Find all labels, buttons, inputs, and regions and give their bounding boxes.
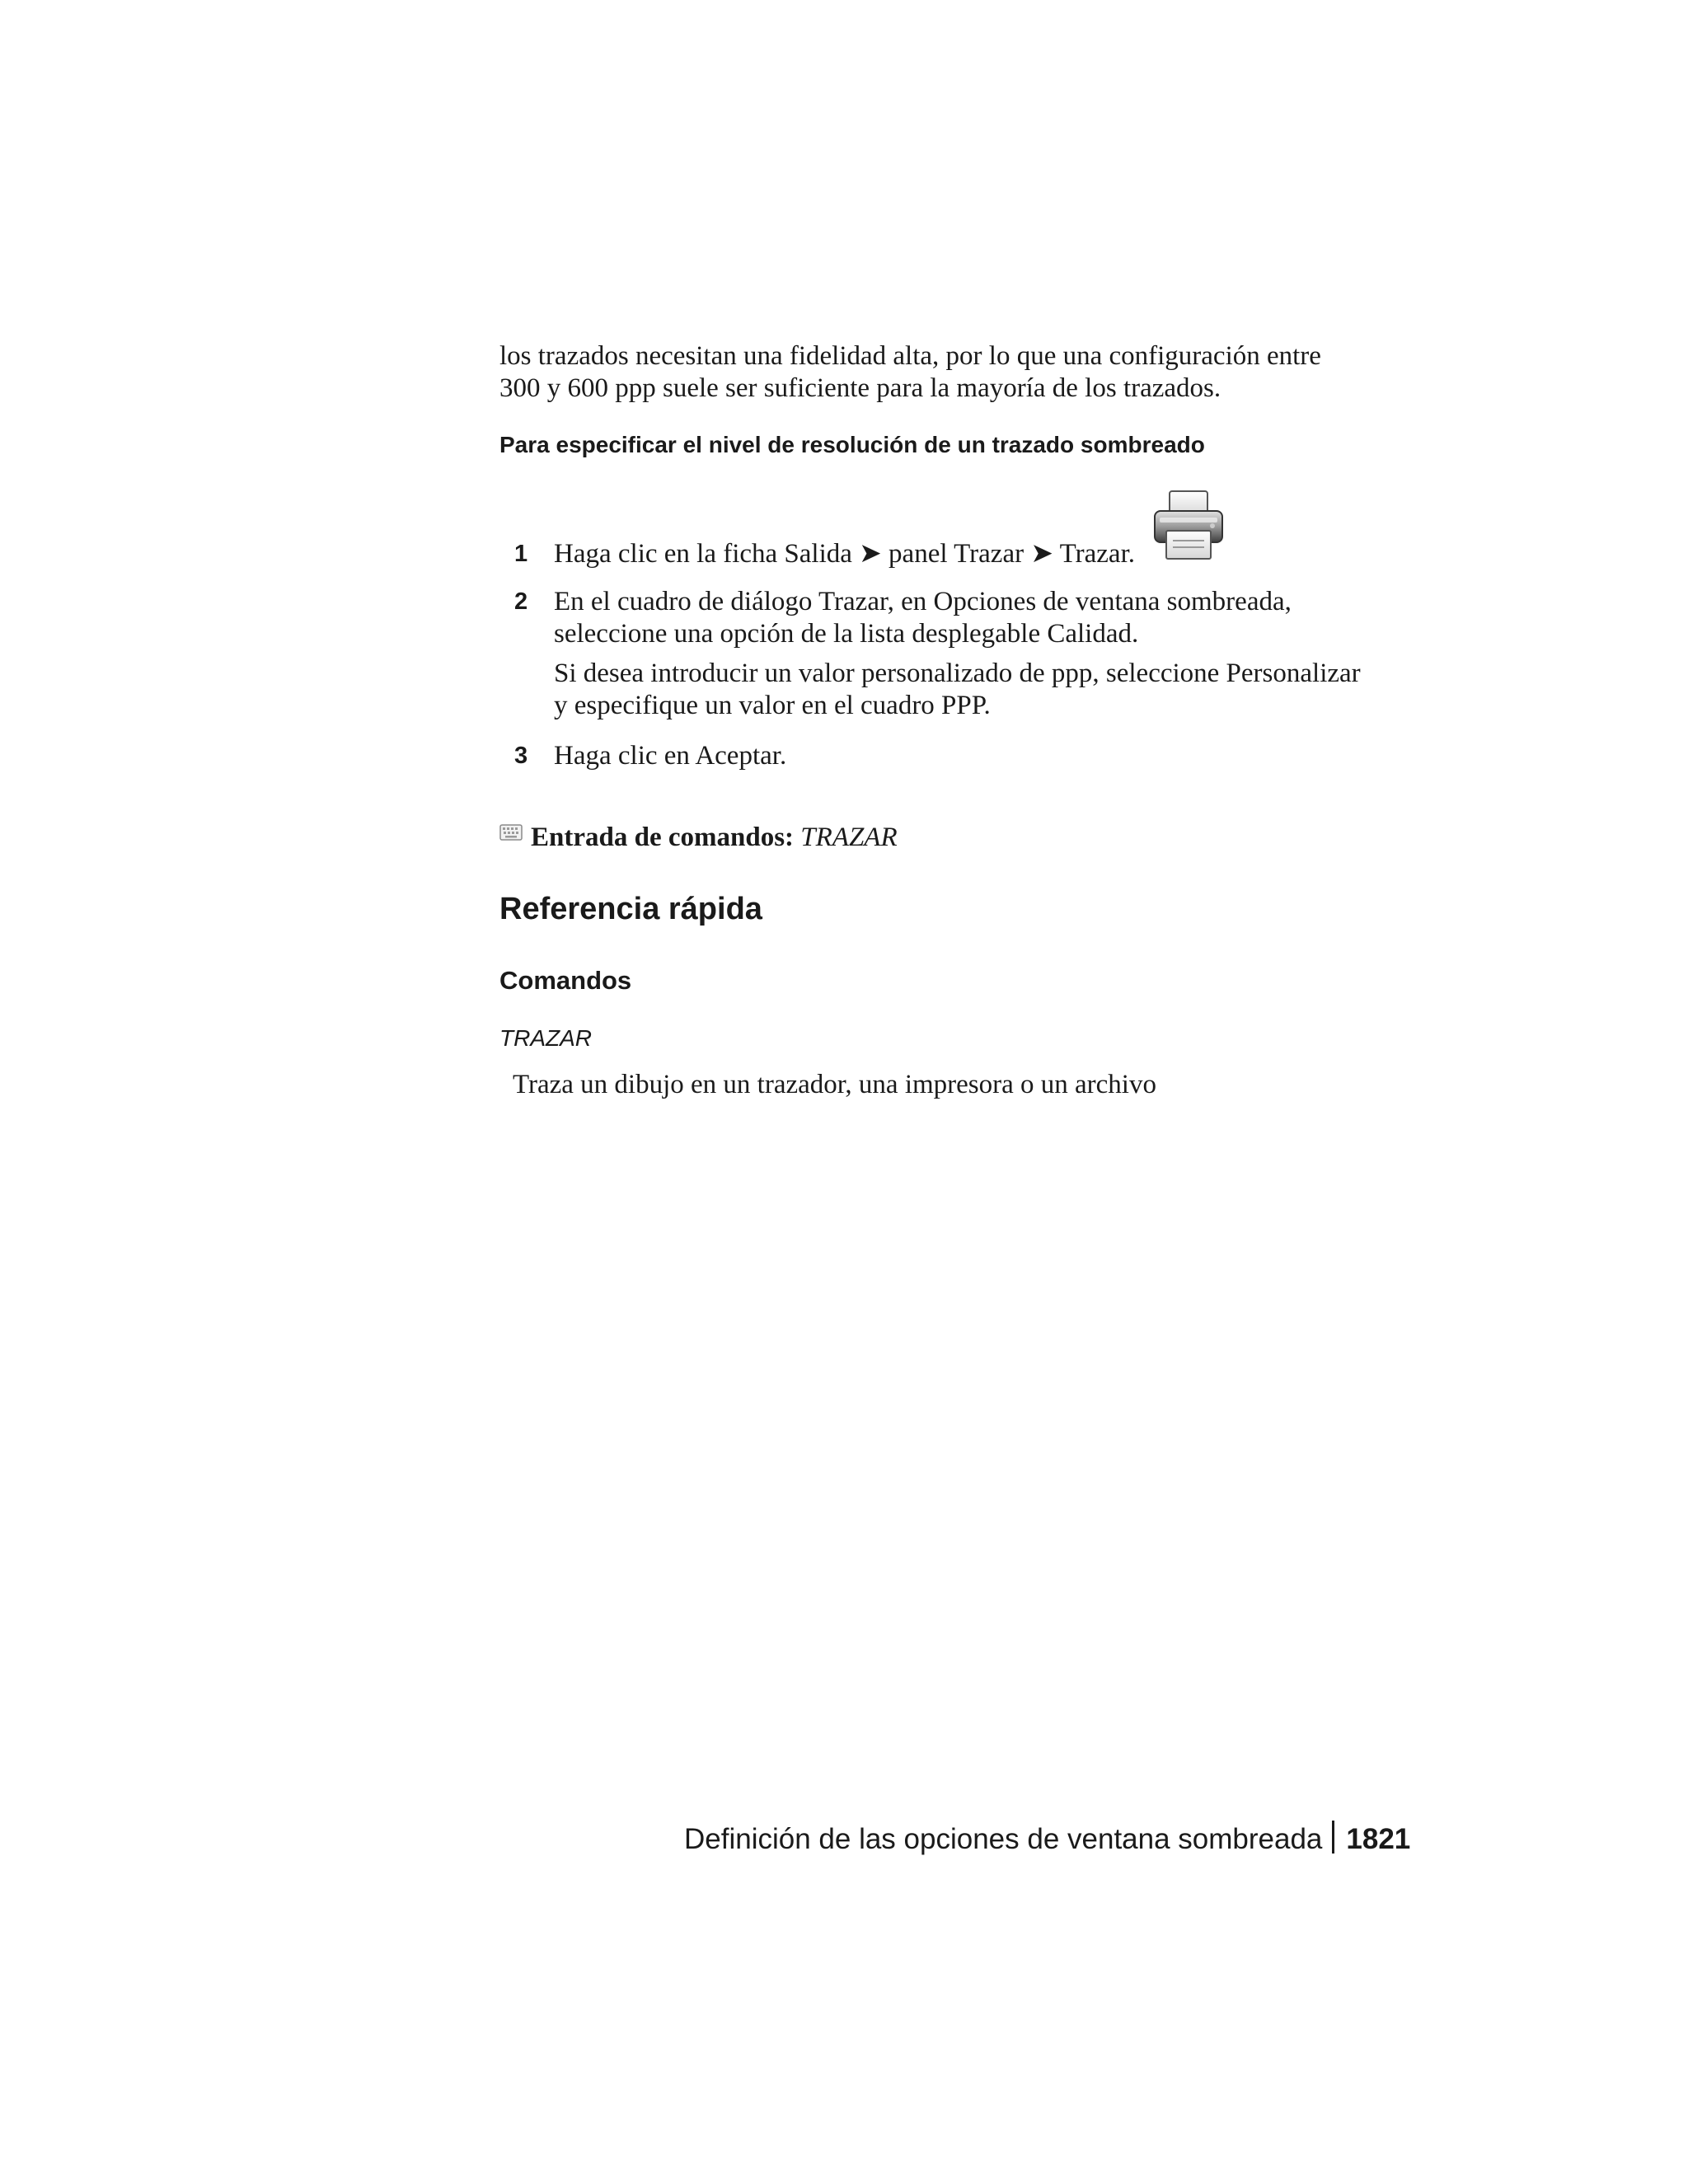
section-title: Referencia rápida [499,892,762,926]
command-entry-value: TRAZAR [800,823,898,852]
step-line: seleccione una opción de la lista desplegable Calidad. [554,619,1139,649]
subsection-title: Comandos [499,966,632,995]
step-note [554,658,1386,722]
intro-line-2: 300 y 600 ppp suele ser suficiente para la mayoría de los trazados. [499,373,1221,403]
intro-paragraph [499,340,1373,405]
step-note-line: Si desea introducir un valor personalizado de ppp, seleccione Personalizar [554,658,1361,688]
procedure-heading: Para especificar el nivel de resolución de un trazado sombreado [499,432,1205,457]
command-entry [499,816,898,854]
step-note-line: y especifique un valor en el cuadro PPP. [554,691,991,720]
step-line: En el cuadro de diálogo Trazar, en Opciones de ventana sombreada, [554,587,1292,616]
step-text: Haga clic en Aceptar. [554,741,787,771]
command-description: Traza un dibujo en un trazador, una impresora o un archivo [513,1070,1156,1099]
step-number: 3 [514,743,528,769]
footer-section-title: Definición de las opciones de ventana sombreada [684,1823,1323,1855]
page-footer [684,1821,1411,1856]
printer-icon[interactable] [1151,488,1226,562]
page-number: 1821 [1346,1823,1411,1855]
step-text: Haga clic en la ficha Salida ➤ panel Trazar ➤ Trazar. [554,539,1135,569]
keyboard-icon [499,816,523,849]
step-number: 1 [514,541,528,567]
command-entry-label: Entrada de comandos: [531,823,795,852]
command-name: TRAZAR [499,1025,592,1051]
step-number: 2 [514,588,528,615]
intro-line-1: los trazados necesitan una fidelidad alta, por lo que una configuración entre [499,341,1321,371]
footer-separator [1332,1821,1334,1854]
step-text [554,586,1386,650]
